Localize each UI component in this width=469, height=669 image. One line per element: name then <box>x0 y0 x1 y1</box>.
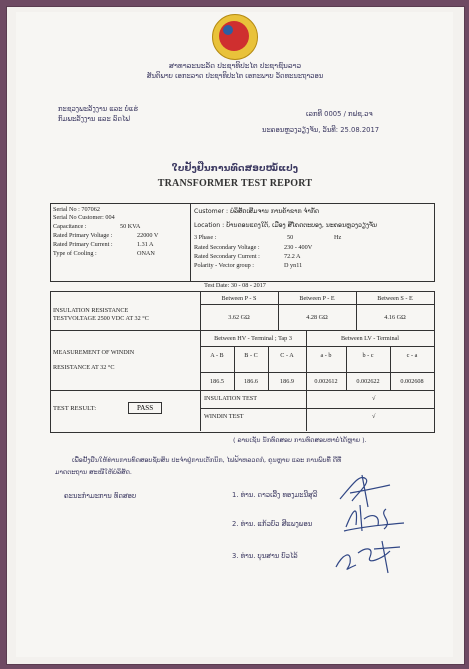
footer-paragraph-1: ເພື່ອຢັ້ງຢືນໃຫ້ທ່ານການທົດສອບຊັບສິນ ປະຈຳຢູ່ການເຕັກນິກ, ໄຟຟ້າຫລວດກໍ, ຄຸນຫຼາຍ ແລະ ການພົບທີ່ ດີທີ່ <box>72 456 342 464</box>
insulation-test-check: √ <box>372 395 376 402</box>
header-line1: ສາທາລະນະລັດ ປະຊາທິປະໄຕ ປະຊາຊົນລາວ <box>168 61 302 70</box>
capacitance-label: Capacitance : <box>53 223 87 230</box>
signature-3 <box>330 535 410 580</box>
test-committee: ຄະນະກຳມະການ ທົດສອບ <box>64 492 137 500</box>
phase-label: 3 Phase : <box>194 234 217 241</box>
cooling-value: ONAN <box>137 250 155 257</box>
primary-current-value: 1.31 A <box>137 241 154 248</box>
winding-col-ab: A - B <box>210 352 224 359</box>
winding-value-ab: 186.5 <box>210 378 224 385</box>
winding-col-bc-lv: b - c <box>362 352 374 359</box>
winding-col-ca: C - A <box>280 352 294 359</box>
secondary-voltage-value: 230 - 400V <box>284 244 313 251</box>
primary-voltage-value: 22000 V <box>137 232 159 239</box>
winding-col-ca-lv: c - a <box>406 352 418 359</box>
document-number: ເລກທີ 0005 / ກຟຊ.ວຈ <box>306 110 373 118</box>
primary-voltage-label: Rated Primary Voltage : <box>53 232 113 239</box>
insulation-header-se: Between S - E <box>377 295 413 302</box>
insulation-label-2: TESTVOLTAGE 2500 VDC AT 32 °C <box>53 315 149 322</box>
winding-value-ca-lv: 0.002608 <box>400 378 424 385</box>
winding-value-bc: 186.6 <box>244 378 258 385</box>
secondary-current-value: 72.2 A <box>284 253 301 260</box>
insulation-header-pe: Between P - E <box>299 295 335 302</box>
secondary-voltage-label: Rated Secondary Voltage : <box>194 244 260 251</box>
location: Location : ບ້ານດອນແດງໃຕ້, ເມືອງ ສີໂຄດຕະບອງ, ນະຄອນຫຼວງວຽງຈັນ <box>194 222 377 229</box>
secondary-current-label: Rated Secondary Current : <box>194 253 260 260</box>
committee-member-3: 3. ທ່ານ. ບຸນສານ ບົວໄລ້ <box>232 552 298 560</box>
winding-value-ab-lv: 0.002612 <box>314 378 338 385</box>
insulation-header-ps: Between P - S <box>221 295 257 302</box>
customer: Customer : ບໍລິສັດເສີມຈານ ການຄ້າຂາກ ຈຳກັດ <box>194 208 320 215</box>
insulation-value-se: 4.16 GΩ <box>384 314 406 321</box>
winding-label-2: RESISTANCE AT 32 °C <box>53 364 115 371</box>
insulation-test-label: INSULATION TEST <box>204 395 257 402</box>
insulation-label-1: INSULATION RESISTANCE <box>53 307 129 314</box>
winding-col-ab-lv: a - b <box>320 352 332 359</box>
footer-paragraph-2: ມາດຕະຖານ ສະໜີໃຫ້ບໍລິສັດ. <box>55 468 132 476</box>
phase-value: 50 <box>287 234 294 241</box>
test-result-value: PASS <box>128 402 162 414</box>
winding-lv-header: Between LV - Terminal <box>340 335 400 342</box>
document-date: ນະຄອນຫຼວງວຽງຈັນ, ວັນທີ: 25.08.2017 <box>262 126 380 134</box>
insulation-value-pe: 4.28 GΩ <box>306 314 328 321</box>
signature-note: ( ລາຍເຊັນ ນັກທົດສອບ ການທົດສອບຫາບໍ່ໄດ້ຫຼາຍ ). <box>233 436 367 444</box>
polarity-label: Polarity - Vector group : <box>194 262 255 269</box>
department-name: ກົມພະລັງງານ ແລະ ລົດໄຟ <box>58 115 130 123</box>
winding-value-ca: 186.9 <box>280 378 294 385</box>
phase-unit: Hz <box>334 234 342 241</box>
insulation-value-ps: 3.62 GΩ <box>228 314 250 321</box>
primary-current-label: Rated Primary Current : <box>53 241 113 248</box>
polarity-value: D yn11 <box>284 262 303 269</box>
lao-emblem-seal <box>212 14 258 60</box>
signature-2 <box>340 497 410 537</box>
title-en: TRANSFORMER TEST REPORT <box>157 178 313 189</box>
winding-value-bc-lv: 0.002622 <box>356 378 380 385</box>
test-date: Test Date: 30 - 08 - 2017 <box>204 282 266 289</box>
winding-test-check: √ <box>372 413 376 420</box>
test-result-label: TEST RESULT: <box>53 405 97 412</box>
winding-hv-header: Between HV - Terminal ; Tap 3 <box>214 335 292 342</box>
committee-member-2: 2. ທ່ານ. ແກ້ວບົວ ສີແພງພອນ <box>232 520 313 528</box>
committee-member-1: 1. ທ່ານ. ດາວເລີ້ງ ທອງມະນີສຸລີ <box>232 491 318 499</box>
serial-customer: Serial No Customer: 004 <box>53 214 115 221</box>
header-line2: ສັນຕິພາບ ເອກະລາດ ປະຊາທິປະໄຕ ເອກະພາບ ວັດທະນະຖາວອນ <box>146 72 324 80</box>
serial-number: Serial No : 707062 <box>53 206 100 213</box>
capacitance-value: 50 KVA <box>120 223 141 230</box>
cooling-label: Type of Cooling : <box>53 250 97 257</box>
winding-label-1: MEASUREMENT OF WINDIN <box>53 349 135 356</box>
ministry-name: ກະຊວງພະລັງງານ ແລະ ບໍ່ແຮ່ <box>58 105 139 113</box>
winding-col-bc: B - C <box>244 352 258 359</box>
title-lao: ໃບຢັ້ງຢືນການທົດສອບໝໍ້ແປງ <box>171 164 299 174</box>
winding-test-label: WINDIN TEST <box>204 413 244 420</box>
